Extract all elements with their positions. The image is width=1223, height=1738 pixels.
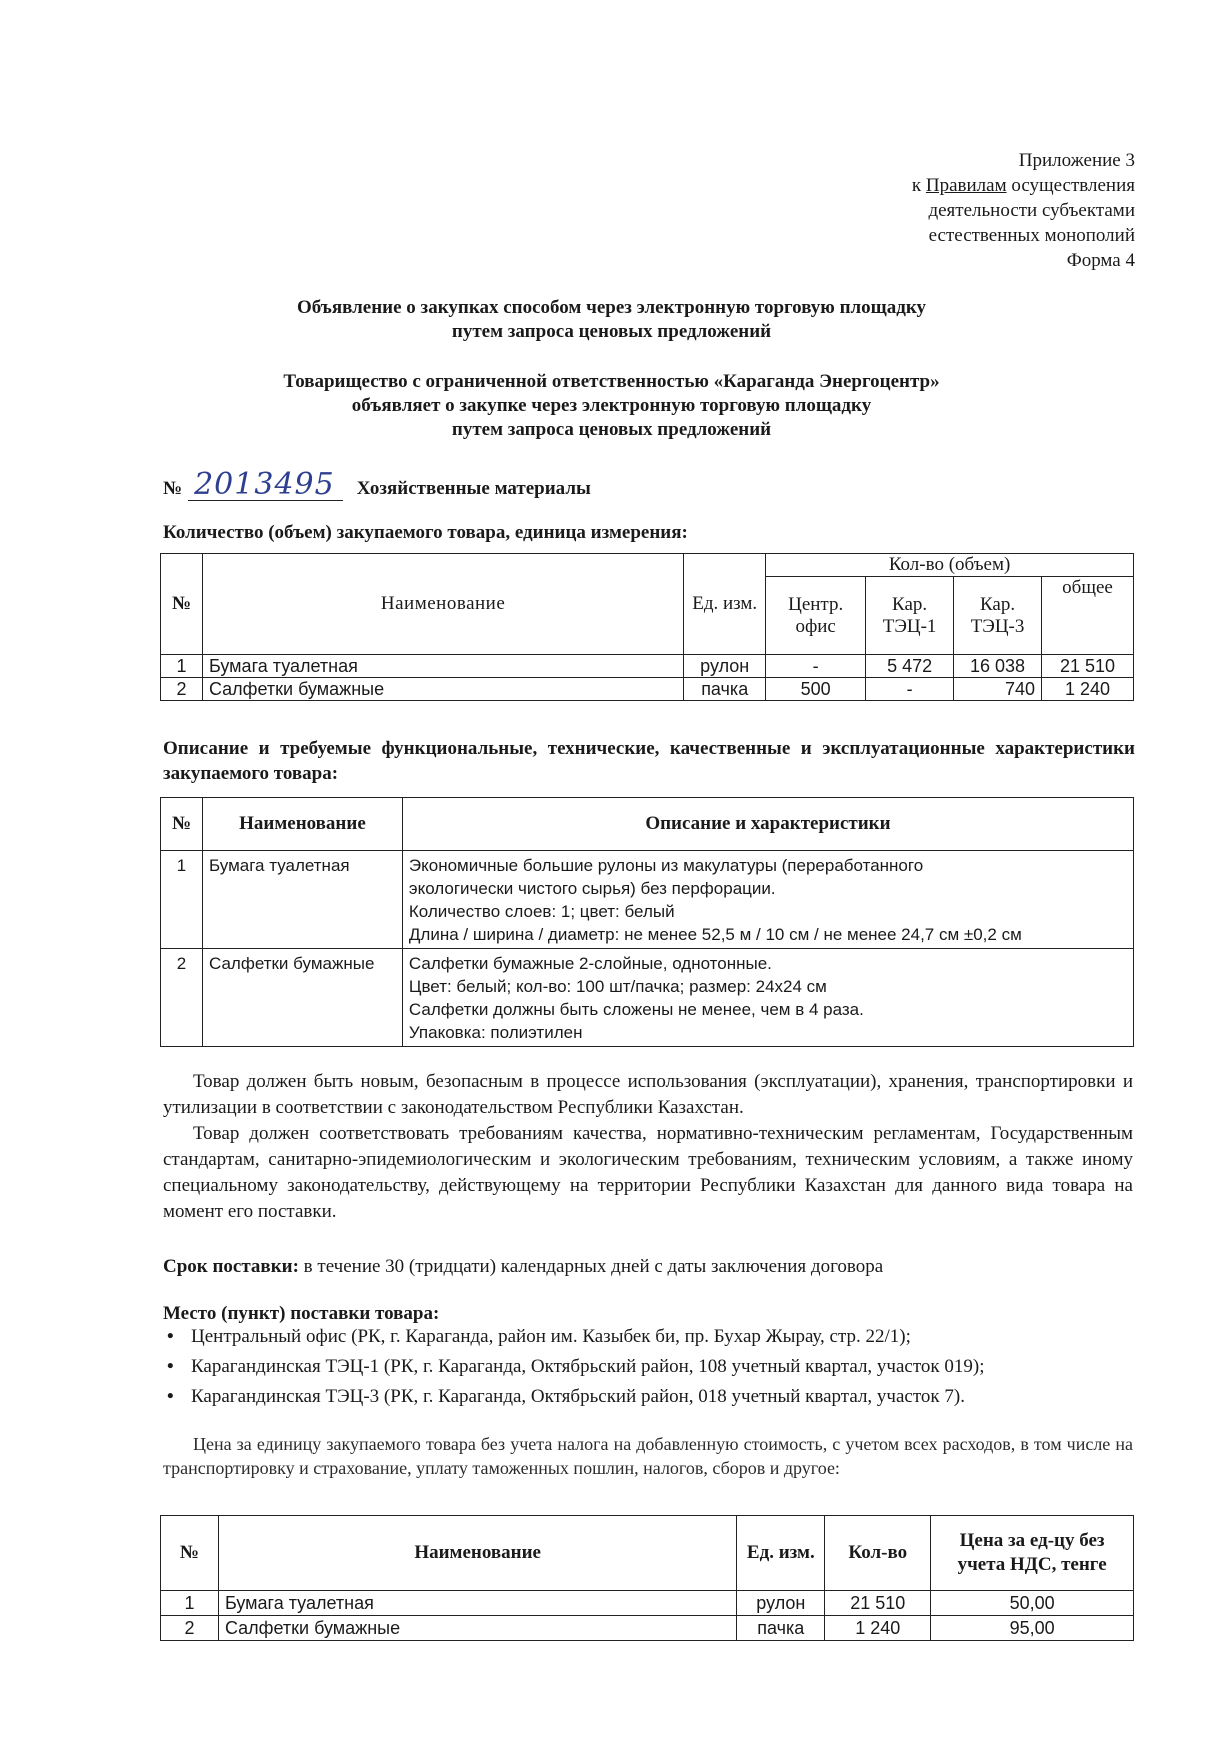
cell-num: 1 [161, 655, 203, 678]
description-line: Цвет: белый; кол-во: 100 шт/пачка; размер: 24х24 см [408, 977, 827, 996]
cell-tec1: - [866, 678, 954, 701]
annex-header [715, 148, 1135, 273]
qty-header-name: Наименование [202, 554, 683, 655]
list-item: • Карагандинская ТЭЦ-1 (РК, г. Караганда, Октябрьский район, 108 учетный квартал, участок 019); [191, 1352, 1143, 1382]
delivery-term-label: Срок поставки: [163, 1256, 299, 1277]
number-sign: № [163, 478, 183, 499]
lot-number-line [163, 467, 591, 502]
cell-name: Салфетки бумажные [218, 1616, 736, 1641]
annex-line-2-prefix: к [911, 175, 926, 196]
title-line-1: Объявление о закупках способом через электронную торговую площадку [296, 297, 927, 318]
cell-name: Салфетки бумажные [202, 678, 683, 701]
price-intro: Цена за единицу закупаемого товара без учета налога на добавленную стоимость, с учетом всех расходов, в том числе на транспортировку и страхование, уплату таможенных пошлин, налогов, сборов и другое: [163, 1434, 1133, 1478]
cell-num: 1 [161, 851, 203, 949]
description-line: Экономичные большие рулоны из макулатуры (переработанного [408, 856, 924, 875]
description-section-label: Описание и требуемые функциональные, технические, качественные и эксплуатационные характеристики закупаемого товара: [163, 738, 1135, 784]
price-header-price: Цена за ед-цу без учета НДС, тенге [931, 1516, 1134, 1591]
cell-total: 1 240 [1042, 678, 1134, 701]
cell-unit: пачка [737, 1616, 825, 1641]
delivery-term-text: в течение 30 (тридцати) календарных дней с даты заключения договора [298, 1256, 884, 1277]
annex-line-3: деятельности субъектами [928, 200, 1135, 221]
cell-num: 1 [161, 1591, 219, 1616]
cell-name: Салфетки бумажные [202, 949, 402, 1047]
description-line: Салфетки должны быть сложены не менее, чем в 4 раза. [408, 1000, 864, 1019]
desc-header-desc: Описание и характеристики [402, 798, 1133, 851]
annex-line-4: естественных монополий [928, 225, 1135, 246]
form-number: Форма 4 [1066, 250, 1135, 271]
annex-line-2 [715, 173, 1135, 198]
qty-header-num: № [161, 554, 203, 655]
cell-tec3: 16 038 [954, 655, 1042, 678]
price-header-num: № [161, 1516, 219, 1591]
description-table [160, 797, 1134, 1047]
price-header-name: Наименование [218, 1516, 736, 1591]
quantity-table [160, 553, 1134, 701]
organization-announcement [0, 370, 1223, 442]
qty-header-total: общее [1042, 577, 1134, 655]
rules-link[interactable]: Правилам [925, 175, 1007, 196]
org-line-1: Товарищество с ограниченной ответственностью «Караганда Энергоцентр» [283, 371, 940, 392]
table-row [161, 1591, 1134, 1616]
description-line: Упаковка: полиэтилен [408, 1023, 583, 1042]
delivery-place-label: Место (пункт) поставки товара: [163, 1303, 440, 1324]
list-item: • Центральный офис (РК, г. Караганда, район им. Казыбек би, пр. Бухар Жырау, стр. 22/1); [191, 1322, 1143, 1352]
cell-num: 2 [161, 1616, 219, 1641]
table-row [161, 949, 1134, 1047]
annex-line-1: Приложение 3 [1018, 150, 1135, 171]
cell-price: 95,00 [931, 1616, 1134, 1641]
document-title [0, 296, 1223, 344]
cell-unit: рулон [684, 655, 766, 678]
cell-description [402, 949, 1133, 1047]
table-row [161, 851, 1134, 949]
quantity-section-label: Количество (объем) закупаемого товара, единица измерения: [163, 522, 688, 543]
org-line-2: объявляет о закупке через электронную торговую площадку [351, 395, 872, 416]
qty-header-group: Кол-во (объем) [766, 554, 1134, 577]
cell-tec1: 5 472 [866, 655, 954, 678]
description-line: экологически чистого сырья) без перфорации. [408, 879, 776, 898]
title-line-2: путем запроса ценовых предложений [451, 321, 772, 342]
description-line: Длина / ширина / диаметр: не менее 52,5 м / 10 см / не менее 24,7 см ±0,2 см [408, 925, 1022, 944]
desc-header-name: Наименование [202, 798, 402, 851]
lot-name: Хозяйственные материалы [356, 478, 591, 499]
cell-price: 50,00 [931, 1591, 1134, 1616]
paragraph-safety: Товар должен быть новым, безопасным в процессе использования (эксплуатации), хранения, транспортировки и утилизации в соответствии с законодательством Республики Казахстан. [163, 1071, 1133, 1118]
org-line-3: путем запроса ценовых предложений [451, 419, 772, 440]
qty-header-office: Центр. офис [766, 577, 866, 655]
cell-unit: пачка [684, 678, 766, 701]
qty-header-unit: Ед. изм. [684, 554, 766, 655]
cell-office: 500 [766, 678, 866, 701]
list-item: • Карагандинская ТЭЦ-3 (РК, г. Караганда, Октябрьский район, 018 учетный квартал, участок 7). [191, 1382, 1143, 1412]
handwritten-lot-number: 2013495 [188, 470, 343, 501]
desc-header-num: № [161, 798, 203, 851]
cell-office: - [766, 655, 866, 678]
description-line: Количество слоев: 1; цвет: белый [408, 902, 675, 921]
qty-header-tec3: Кар. ТЭЦ-3 [954, 577, 1042, 655]
paragraph-compliance: Товар должен соответствовать требованиям качества, нормативно-техническим регламентам, Государственным стандартам, санитарно-эпидемиологическим и экологическим требованиям, техническим условиям, а также иному специальному законодательству, действующему на территории Республики Казахстан для данного вида товара на момент его поставки. [163, 1123, 1133, 1222]
price-header-qty: Кол-во [825, 1516, 931, 1591]
table-row [161, 678, 1134, 701]
price-header-unit: Ед. изм. [737, 1516, 825, 1591]
price-table [160, 1515, 1134, 1641]
cell-qty: 1 240 [825, 1616, 931, 1641]
cell-name: Бумага туалетная [202, 655, 683, 678]
cell-num: 2 [161, 678, 203, 701]
cell-tec3: 740 [954, 678, 1042, 701]
qty-header-tec1: Кар. ТЭЦ-1 [866, 577, 954, 655]
cell-name: Бумага туалетная [218, 1591, 736, 1616]
table-row [161, 655, 1134, 678]
cell-description [402, 851, 1133, 949]
delivery-term [163, 1254, 1133, 1280]
delivery-places-list [163, 1322, 1143, 1412]
description-line: Салфетки бумажные 2-слойные, однотонные. [408, 954, 772, 973]
cell-qty: 21 510 [825, 1591, 931, 1616]
cell-num: 2 [161, 949, 203, 1047]
cell-name: Бумага туалетная [202, 851, 402, 949]
table-row [161, 1616, 1134, 1641]
cell-total: 21 510 [1042, 655, 1134, 678]
cell-unit: рулон [737, 1591, 825, 1616]
annex-line-2-suffix: осуществления [1006, 175, 1135, 196]
